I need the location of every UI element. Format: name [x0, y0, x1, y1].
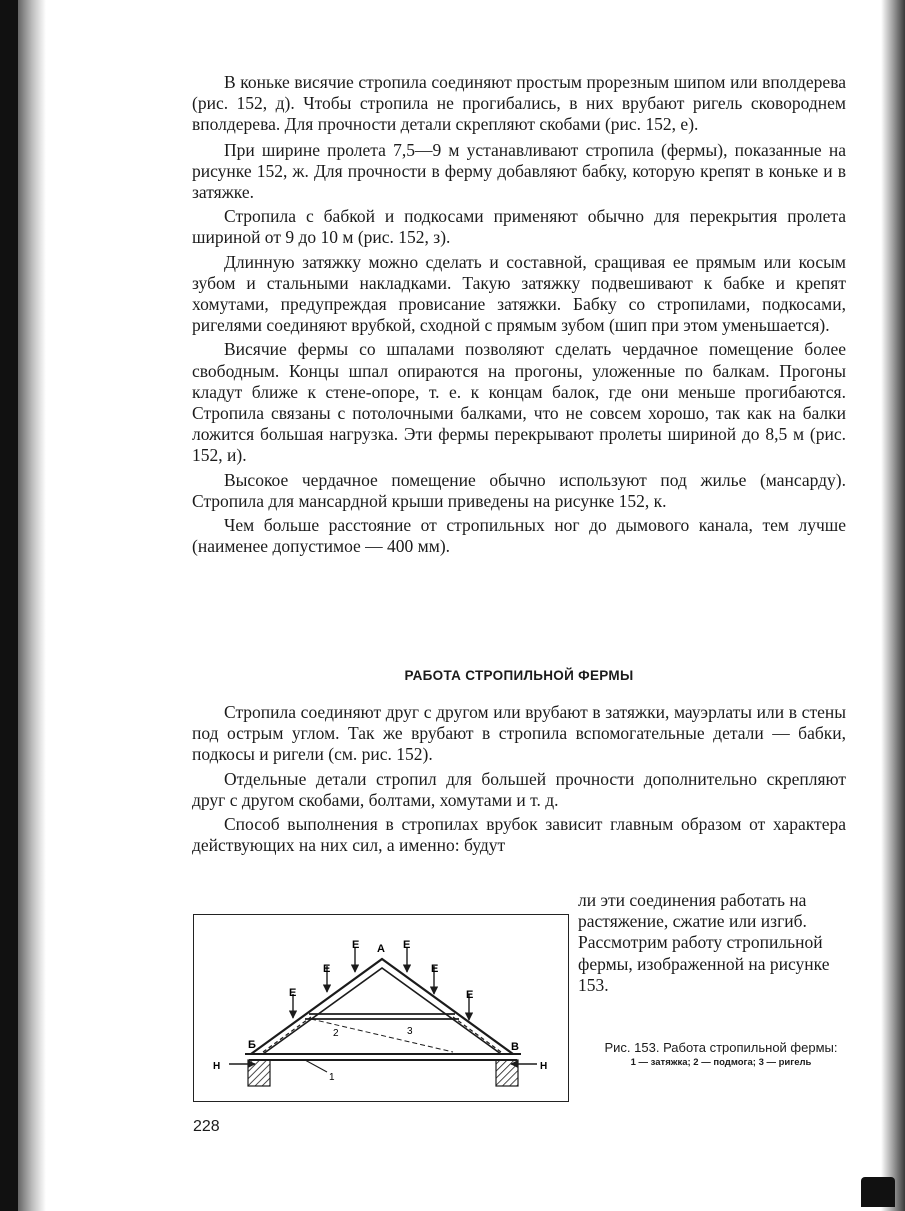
paragraph: Высокое чердачное помещение обычно используют под жилье (мансарду). Стропила для мансардной крыши приведены на рисунке 152, к.	[192, 469, 846, 511]
label-right-node: В	[511, 1041, 519, 1053]
label-reaction-right: Н	[540, 1061, 548, 1072]
label-apex: А	[377, 943, 385, 955]
label-force: Е	[352, 939, 360, 951]
truss-diagram	[193, 914, 569, 1102]
label-force: Е	[403, 939, 411, 951]
label-force: Е	[323, 963, 331, 975]
strut-right	[453, 1017, 501, 1052]
side-paragraph: ли эти соединения работать на растяжение, сжатие или изгиб. Рассмотрим работу стропильной фермы, изображенной на рисунке 153.	[578, 890, 830, 995]
label-member-1: 1	[329, 1072, 335, 1083]
rafters-inner	[263, 968, 501, 1054]
label-reaction-left: Н	[213, 1061, 221, 1072]
body-text-top	[192, 72, 846, 560]
paragraph: Способ выполнения в стропилах врубок зависит главным образом от характера действующих на них сил, а именно: будут	[192, 814, 846, 856]
page-number: 228	[193, 1118, 220, 1135]
section-heading: РАБОТА СТРОПИЛЬНОЙ ФЕРМЫ	[404, 668, 634, 683]
caption-legend: 1 — затяжка; 2 — подмога; 3 — ригель	[630, 1057, 812, 1068]
paragraph: Отдельные детали стропил для большей прочности дополнительно скрепляют друг с другом скобами, болтами, хомутами и т. д.	[192, 768, 846, 810]
label-left-node: Б	[248, 1039, 256, 1051]
paragraph: Стропила с бабкой и подкосами применяют обычно для перекрытия пролета шириной от 9 до 10 м (рис. 152, з).	[192, 206, 846, 248]
scan-corner-mark	[861, 1177, 895, 1207]
strut-left	[263, 1017, 311, 1052]
paragraph: В коньке висячие стропила соединяют простым прорезным шипом или вполдерева (рис. 152, д). Чтобы стропила не прогибались, в них врубают ригель сковороднем вполдерева. Для прочности детали скрепляют скобами (рис. 152, е).	[192, 72, 846, 135]
paragraph: Стропила соединяют друг с другом или врубают в затяжки, мауэрлаты или в стены под острым углом. Так же врубают в стропила вспомогательные детали — бабки, подкосы и ригели (см. рис. 152).	[192, 702, 846, 765]
caption-title: Рис. 153. Работа стропильной фермы:	[604, 1040, 838, 1055]
figure-caption	[590, 1040, 852, 1069]
label-member-2: 2	[333, 1028, 339, 1039]
label-force: Е	[431, 963, 439, 975]
body-text-bottom	[192, 702, 846, 856]
label-member-3: 3	[407, 1026, 413, 1037]
label-force: Е	[466, 989, 474, 1001]
paragraph: Длинную затяжку можно сделать и составной, сращивая ее прямым или косым зубом и стальными накладками. Такую затяжку подвешивают к бабке и крепят хомутами, предупреждая провисание затяжки. Бабку со стропилами, подкосами, ригелями соединяют врубкой, сходной с прямым зубом (шип при этом уменьшается).	[192, 251, 846, 336]
scan-edge-shadow	[0, 0, 18, 1211]
paragraph: При ширине пролета 7,5—9 м устанавливают стропила (фермы), показанные на рисунке 152, ж. Для прочности в ферму добавляют бабку, которую крепят в коньке и в затяжке.	[192, 139, 846, 203]
rafters-outer	[251, 959, 513, 1054]
scan-edge-right	[881, 0, 905, 1211]
label-force: Е	[289, 987, 297, 999]
paragraph: Чем больше расстояние от стропильных ног до дымового канала, тем лучше (наименее допустимое — 400 мм).	[192, 515, 846, 557]
paragraph: Висячие фермы со шпалами позволяют сделать чердачное помещение более свободным. Концы шпал опираются на прогоны, уложенные по балкам. Прогоны кладут ближе к стене-опоре, т. е. к концам балок, где они меньше прогибаются. Стропила связаны с потолочными балками, что не совсем хорошо, так как на балки ложится большая нагрузка. Эти фермы перекрывают пролеты шириной до 8,5 м (рис. 152, и).	[192, 339, 846, 466]
